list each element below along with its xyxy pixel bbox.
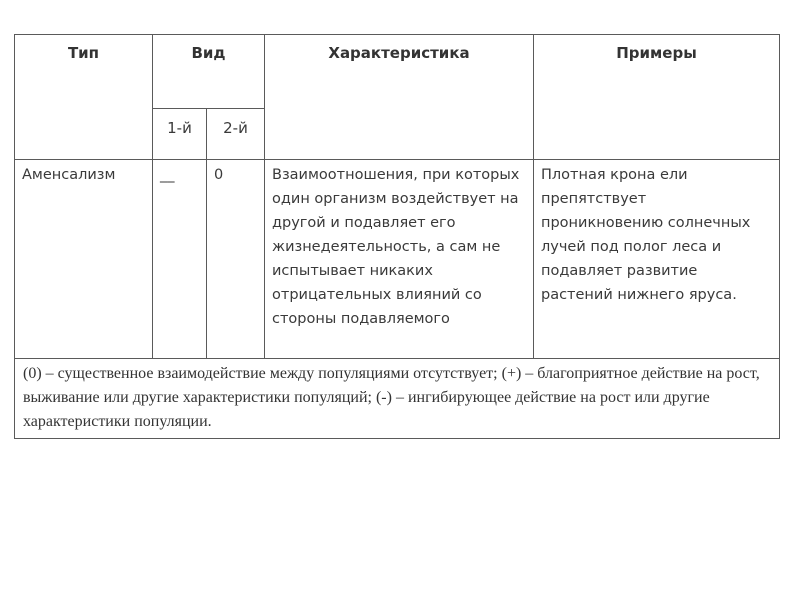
header-examples: Примеры	[534, 35, 780, 160]
cell-type: Аменсализм	[15, 160, 153, 359]
cell-second-species: 0	[207, 160, 265, 359]
legend-note: (0) – существенное взаимодействие между популяциями отсутствует; (+) – благоприятное действие на рост, выживание или другие характеристики популяций; (-) – ингибирующее действие на рост или другие характеристики популяции.	[15, 359, 780, 439]
header-species: Вид	[153, 35, 265, 109]
subheader-first-species: 1-й	[153, 109, 207, 160]
header-characteristic: Характеристика	[265, 35, 534, 160]
cell-examples: Плотная крона ели препятствует проникновению солнечных лучей под полог леса и подавляет развитие растений нижнего яруса.	[534, 160, 780, 359]
subheader-second-species: 2-й	[207, 109, 265, 160]
cell-characteristic: Взаимоотношения, при которых один организм воздействует на другой и подавляет его жизнедеятельность, а сам не испытывает никаких отрицательных влияний со стороны подавляемого	[265, 160, 534, 359]
first-species-effect: __	[160, 167, 175, 183]
cell-first-species	[153, 160, 207, 359]
interaction-table	[14, 34, 780, 439]
header-type: Тип	[15, 35, 153, 160]
